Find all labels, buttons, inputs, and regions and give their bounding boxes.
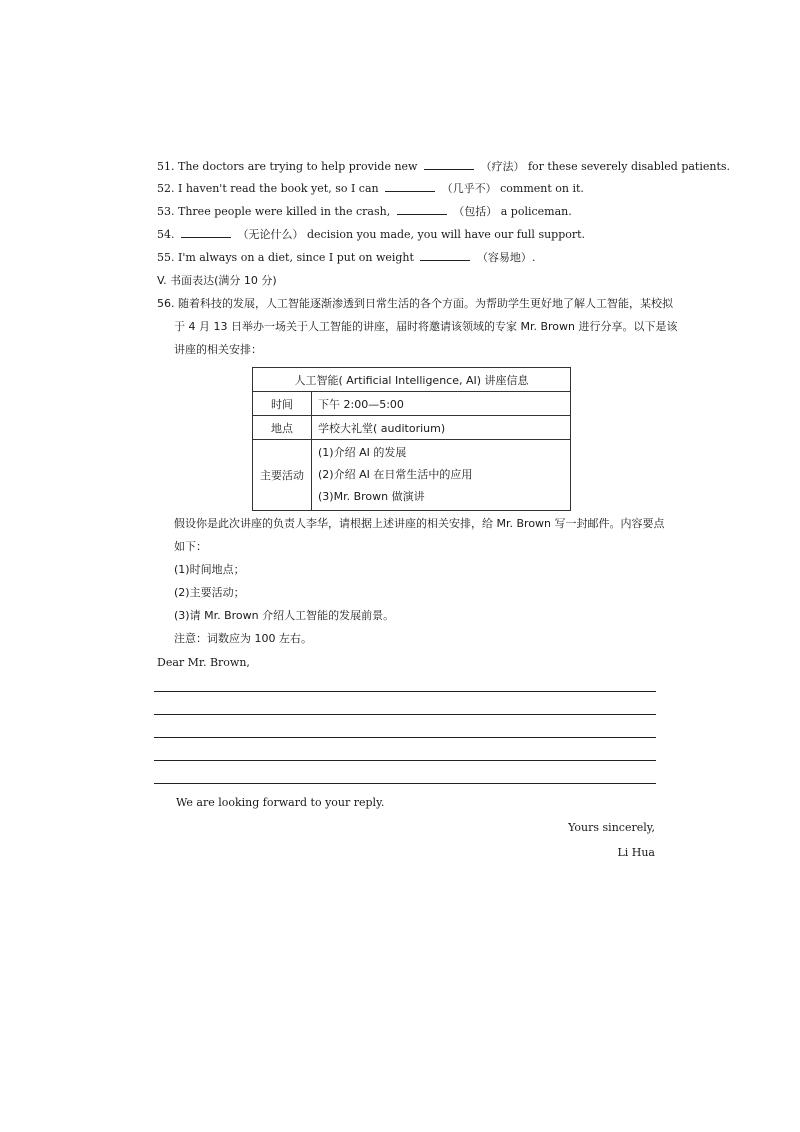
writing-line[interactable] [154,760,656,761]
letter-signature: Li Hua [617,846,655,859]
question-hint: （包括） [453,205,498,218]
point-3: (3)请 Mr. Brown 介绍人工智能的发展前景。 [174,609,395,622]
task-intro-line-2: 于 4 月 13 日举办一场关于人工智能的讲座，届时将邀请该领域的专家 Mr. Brown 进行分享。以下是该 [174,320,678,333]
question-number: 52. [157,182,175,195]
question-51 [157,160,730,174]
instructions-line-1: 假设你是此次讲座的负责人李华，请根据上述讲座的相关安排，给 Mr. Brown 写一封邮件。内容要点 [174,517,665,530]
activity-list [312,440,571,511]
point-2: (2)主要活动； [174,586,245,599]
letter-closing-line: We are looking forward to your reply. [176,796,385,809]
question-text: comment on it. [500,182,584,195]
question-54 [157,228,585,242]
activity-item: (1)介绍 AI 的发展 [318,446,407,459]
answer-blank[interactable] [420,251,470,261]
point-1: (1)时间地点； [174,563,245,576]
question-number: 51. [157,160,175,173]
place-label: 地点 [253,416,312,440]
question-53 [157,205,572,219]
question-55 [157,251,535,265]
question-text: a policeman. [500,205,572,218]
word-count-note: 注意：词数应为 100 左右。 [174,632,312,645]
task-intro-line-1: 56. 随着科技的发展，人工智能逐渐渗透到日常生活的各个方面。为帮助学生更好地了解人工智能，某校拟 [157,297,673,310]
answer-blank[interactable] [397,205,447,215]
question-text: for these severely disabled patients. [527,160,731,173]
question-hint: （容易地） [476,251,532,264]
activity-label: 主要活动 [253,440,312,511]
writing-line[interactable] [154,783,656,784]
time-label: 时间 [253,392,312,416]
answer-blank[interactable] [181,228,231,238]
question-text: I haven't read the book yet, so I can [178,182,379,195]
writing-line[interactable] [154,737,656,738]
question-52 [157,182,584,196]
time-value: 下午 2:00—5:00 [312,392,571,416]
lecture-info-table [252,367,571,511]
instructions-line-2: 如下： [174,540,207,553]
letter-sign-off: Yours sincerely, [568,821,655,834]
table-title: 人工智能( Artificial Intelligence, AI) 讲座信息 [253,368,571,392]
question-text: . [531,251,536,264]
question-text: Three people were killed in the crash, [178,205,391,218]
section-title: V. 书面表达(满分 10 分) [157,274,277,287]
place-value: 学校大礼堂( auditorium) [312,416,571,440]
answer-blank[interactable] [385,182,435,192]
question-hint: （几乎不） [441,182,497,195]
question-hint: （无论什么） [237,228,304,241]
answer-blank[interactable] [424,160,474,170]
activity-item: (2)介绍 AI 在日常生活中的应用 [318,468,473,481]
letter-greeting: Dear Mr. Brown, [157,656,250,669]
question-text: decision you made, you will have our full support. [307,228,586,241]
question-text: I'm always on a diet, since I put on weight [178,251,414,264]
task-intro-line-3: 讲座的相关安排： [174,343,262,356]
writing-line[interactable] [154,714,656,715]
writing-line[interactable] [154,691,656,692]
question-number: 55. [157,251,175,264]
question-number: 54. [157,228,175,241]
question-number: 53. [157,205,175,218]
question-text: The doctors are trying to help provide new [178,160,418,173]
question-hint: （疗法） [480,160,525,173]
activity-item: (3)Mr. Brown 做演讲 [318,490,425,503]
